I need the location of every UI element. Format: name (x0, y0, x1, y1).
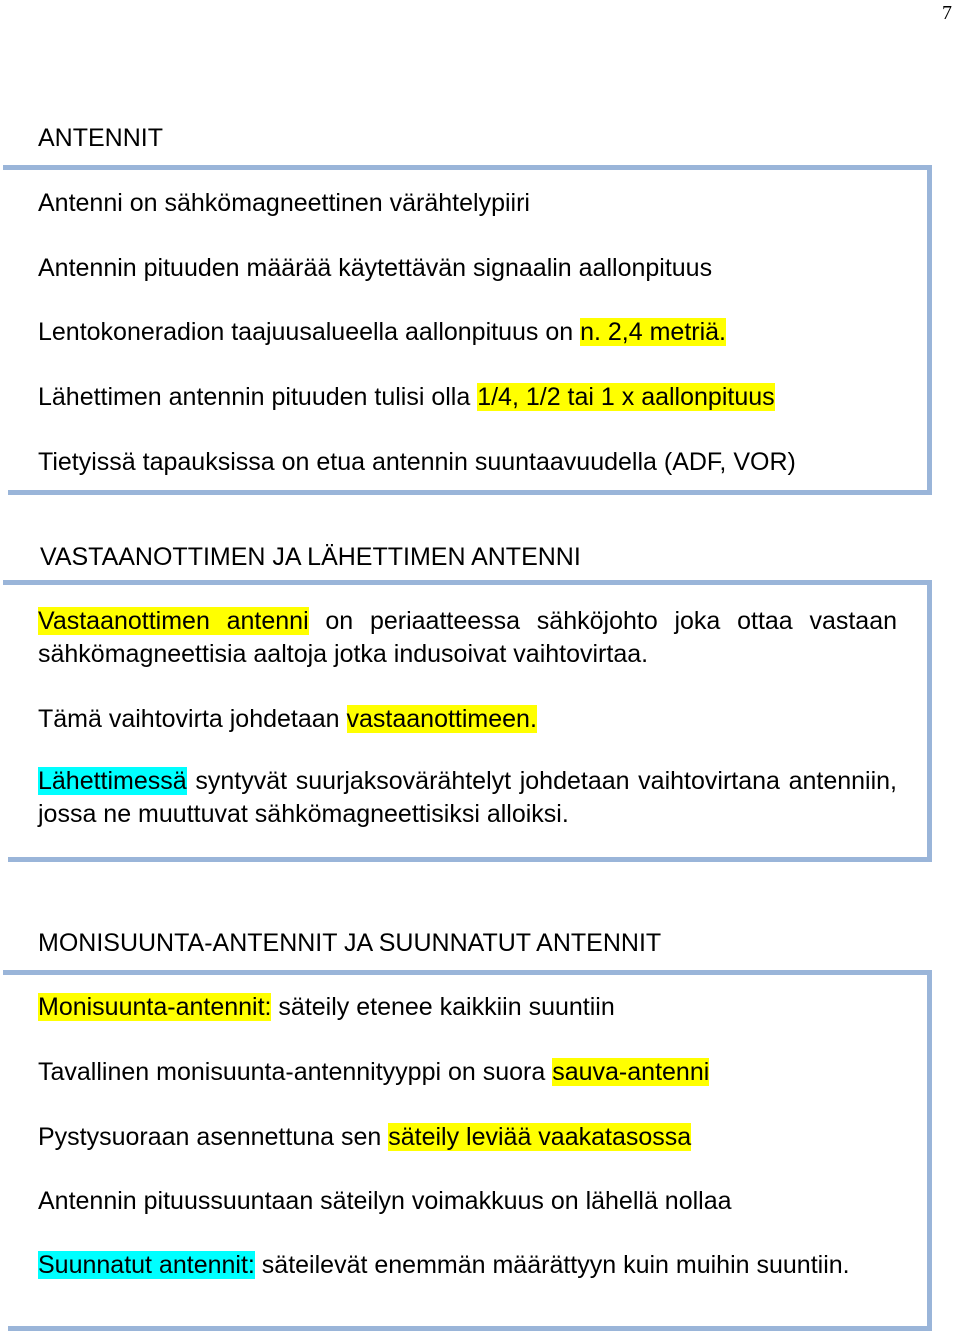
text-line (38, 992, 615, 1022)
highlight-yellow: 1/4, 1/2 tai 1 x aallonpituus (477, 383, 775, 411)
highlight-yellow: sauva-antenni (552, 1058, 710, 1086)
text-line (38, 704, 537, 734)
text-fragment: Lähettimen antennin pituuden tulisi olla (38, 383, 478, 411)
paragraph (38, 605, 897, 671)
text-line (38, 317, 726, 347)
highlight-yellow: säteily leviää vaakatasossa (388, 1123, 692, 1151)
text-fragment: Tavallinen monisuunta-antennityyppi on suora (38, 1058, 553, 1086)
text-line (38, 1122, 691, 1152)
text-fragment: syntyvät suurjaksovärähtelyt johdetaan vaihtovirtana antenniin, jossa ne muuttuvat sähkömagneettisiksi alloiksi. (38, 767, 897, 828)
section-heading-antenni: VASTAANOTTIMEN JA LÄHETTIMEN ANTENNI (40, 543, 581, 571)
text-line: Tietyissä tapauksissa on etua antennin suuntaavuudella (ADF, VOR) (38, 448, 796, 476)
text-line (38, 382, 775, 412)
text-fragment: Pystysuoraan asennettuna sen (38, 1123, 389, 1151)
text-fragment: on periaatteessa sähköjohto joka ottaa vastaan sähkömagneettisia aaltoja jotka indusoivat vaihtovirtaa. (38, 607, 898, 668)
text-line: Antenni on sähkömagneettinen värähtelypiiri (38, 189, 530, 217)
highlight-yellow: Monisuunta-antennit: (38, 993, 272, 1021)
page-number: 7 (942, 2, 952, 24)
paragraph (38, 765, 897, 831)
text-line: Antennin pituuden määrää käytettävän signaalin aallonpituus (38, 254, 713, 282)
highlight-cyan: Lähettimessä (38, 767, 187, 795)
section-heading-antennit: ANTENNIT (38, 124, 163, 152)
text-fragment: säteilevät enemmän määrättyyn kuin muihin suuntiin. (254, 1251, 850, 1279)
text-line (38, 1057, 709, 1087)
highlight-yellow: Vastaanottimen antenni (38, 607, 309, 635)
paragraph (38, 1249, 897, 1282)
text-line: Antennin pituussuuntaan säteilyn voimakkuus on lähellä nollaa (38, 1187, 732, 1215)
text-fragment: Tämä vaihtovirta johdetaan (38, 705, 347, 733)
highlight-cyan: Suunnatut antennit: (38, 1251, 255, 1279)
text-fragment: säteily etenee kaikkiin suuntiin (271, 993, 615, 1021)
highlight-yellow: vastaanottimeen. (346, 705, 537, 733)
section-heading-monisuunta: MONISUUNTA-ANTENNIT JA SUUNNATUT ANTENNIT (38, 929, 662, 957)
highlight-yellow: n. 2,4 metriä. (580, 318, 726, 346)
text-fragment: Lentokoneradion taajuusalueella aallonpituus on (38, 318, 581, 346)
